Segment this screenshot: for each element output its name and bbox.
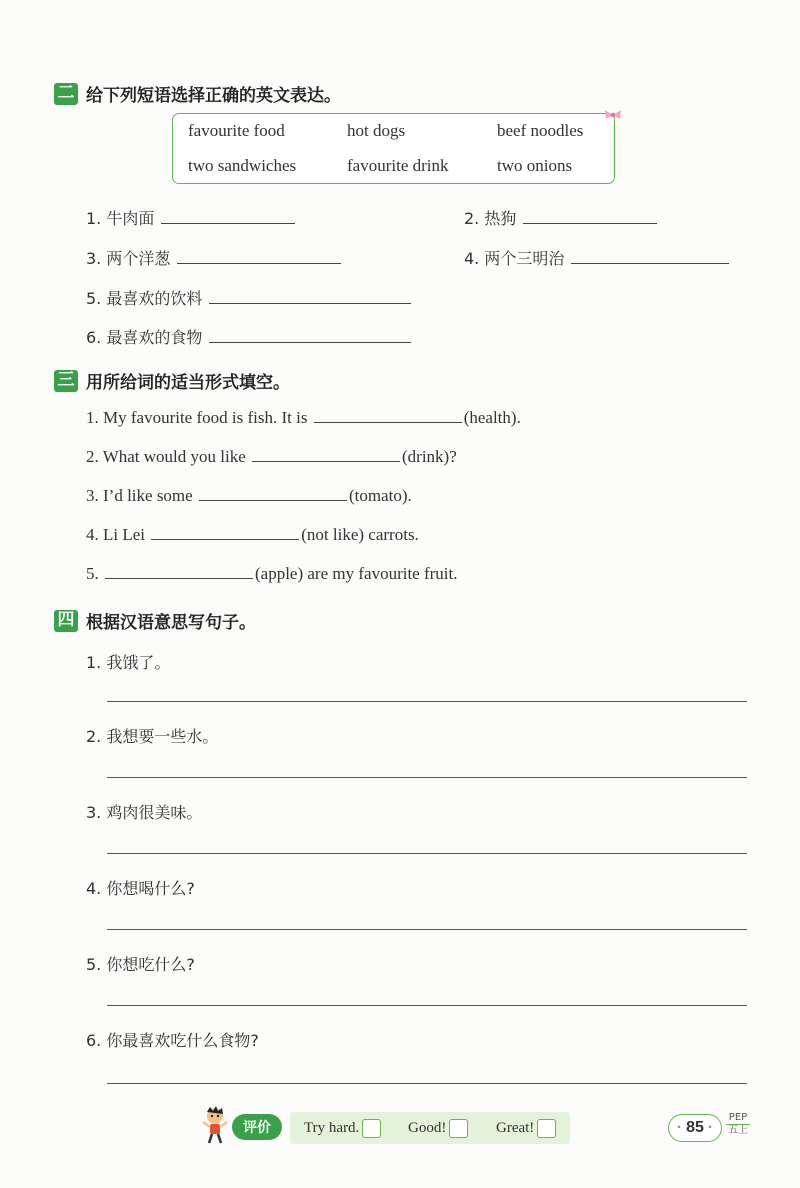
s4-item-2: 2. 我想要一些水。 bbox=[86, 727, 219, 746]
s4-item-6: 6. 你最喜欢吃什么食物? bbox=[86, 1031, 259, 1050]
s3-item-3 bbox=[86, 486, 412, 506]
eval-great bbox=[496, 1119, 556, 1138]
s2-item-1 bbox=[86, 206, 297, 229]
s2-item-3 bbox=[86, 246, 343, 269]
answer-blank[interactable] bbox=[177, 262, 341, 264]
section-4-badge: 四 bbox=[54, 610, 78, 632]
s3-item-4-prompt: 4. Li Lei bbox=[86, 525, 146, 544]
s3-item-1-prompt: 1. My favourite food is fish. It is bbox=[86, 408, 308, 427]
answer-blank[interactable] bbox=[314, 421, 462, 423]
evaluation-bar bbox=[290, 1112, 570, 1144]
writing-line[interactable] bbox=[107, 1005, 747, 1006]
s3-item-2-prompt: 2. What would you like bbox=[86, 447, 246, 466]
s2-item-3-label: 3. 两个洋葱 bbox=[86, 249, 171, 268]
s2-item-2 bbox=[464, 206, 659, 229]
eval-try-hard bbox=[304, 1119, 381, 1138]
option-two-onions: two onions bbox=[497, 156, 573, 175]
s3-item-3-hint: (tomato). bbox=[348, 486, 412, 505]
section-2-badge: 二 bbox=[54, 83, 78, 105]
section-4-header bbox=[54, 608, 256, 633]
s4-item-1: 1. 我饿了。 bbox=[86, 653, 171, 672]
s2-item-5-label: 5. 最喜欢的饮料 bbox=[86, 289, 203, 308]
s3-item-2 bbox=[86, 447, 457, 467]
eval-great-checkbox[interactable] bbox=[537, 1119, 556, 1138]
eval-great-label: Great! bbox=[496, 1120, 535, 1136]
s3-item-5-prompt: 5. bbox=[86, 564, 99, 583]
answer-blank[interactable] bbox=[151, 538, 299, 540]
eval-try-hard-checkbox[interactable] bbox=[362, 1119, 381, 1138]
option-favourite-drink: favourite drink bbox=[347, 156, 449, 175]
section-3-badge: 三 bbox=[54, 370, 78, 392]
answer-blank[interactable] bbox=[571, 262, 729, 264]
mascot-icon bbox=[200, 1106, 230, 1146]
s3-item-5 bbox=[86, 564, 458, 584]
s2-item-4-label: 4. 两个三明治 bbox=[464, 249, 565, 268]
eval-label: 评价 bbox=[243, 1120, 271, 1136]
s3-item-1-hint: (health). bbox=[463, 408, 521, 427]
s3-item-4 bbox=[86, 525, 419, 545]
section-3-title: 用所给词的适当形式填空。 bbox=[86, 373, 290, 393]
writing-line[interactable] bbox=[107, 929, 747, 930]
page-number-badge: · 85 · bbox=[668, 1114, 722, 1142]
s3-item-3-prompt: 3. I’d like some bbox=[86, 486, 193, 505]
answer-blank[interactable] bbox=[252, 460, 400, 462]
s4-item-5: 5. 你想吃什么? bbox=[86, 955, 195, 974]
s2-item-6 bbox=[86, 325, 413, 348]
option-two-sandwiches: two sandwiches bbox=[188, 156, 297, 175]
writing-line[interactable] bbox=[107, 701, 747, 702]
option-favourite-food: favourite food bbox=[188, 121, 285, 140]
answer-blank[interactable] bbox=[209, 302, 411, 304]
page-number: 85 bbox=[686, 1119, 704, 1136]
s3-item-5-hint: (apple) are my favourite fruit. bbox=[255, 564, 458, 583]
eval-good-checkbox[interactable] bbox=[449, 1119, 468, 1138]
s2-item-1-label: 1. 牛肉面 bbox=[86, 209, 155, 228]
s3-item-1 bbox=[86, 408, 521, 428]
section-2-header bbox=[54, 81, 341, 106]
s3-item-4-hint: (not like) carrots. bbox=[301, 525, 419, 544]
s2-item-2-label: 2. 热狗 bbox=[464, 209, 517, 228]
answer-blank[interactable] bbox=[209, 341, 411, 343]
bow-icon bbox=[603, 108, 623, 122]
option-hot-dogs: hot dogs bbox=[347, 121, 406, 140]
grade-label: 五上 bbox=[728, 1124, 748, 1136]
answer-blank[interactable] bbox=[105, 577, 253, 579]
eval-good-label: Good! bbox=[408, 1120, 447, 1136]
s3-item-2-hint: (drink)? bbox=[402, 447, 457, 466]
s2-item-5 bbox=[86, 286, 413, 309]
s4-item-3: 3. 鸡肉很美味。 bbox=[86, 803, 203, 822]
section-2-title: 给下列短语选择正确的英文表达。 bbox=[86, 86, 341, 106]
answer-blank[interactable] bbox=[523, 222, 657, 224]
s2-item-6-label: 6. 最喜欢的食物 bbox=[86, 328, 203, 347]
eval-good bbox=[408, 1119, 468, 1138]
writing-line[interactable] bbox=[107, 853, 747, 854]
s4-item-4: 4. 你想喝什么? bbox=[86, 879, 195, 898]
eval-label-badge bbox=[232, 1114, 282, 1140]
answer-blank[interactable] bbox=[161, 222, 295, 224]
section-3-header bbox=[54, 368, 290, 393]
s2-item-4 bbox=[464, 246, 731, 269]
answer-blank[interactable] bbox=[199, 499, 347, 501]
writing-line[interactable] bbox=[107, 777, 747, 778]
writing-line[interactable] bbox=[107, 1083, 747, 1084]
edition-label bbox=[726, 1112, 750, 1136]
eval-try-hard-label: Try hard. bbox=[304, 1120, 360, 1136]
pep-label: PEP bbox=[726, 1112, 750, 1125]
option-beef-noodles: beef noodles bbox=[497, 121, 584, 140]
section-4-title: 根据汉语意思写句子。 bbox=[86, 613, 256, 633]
